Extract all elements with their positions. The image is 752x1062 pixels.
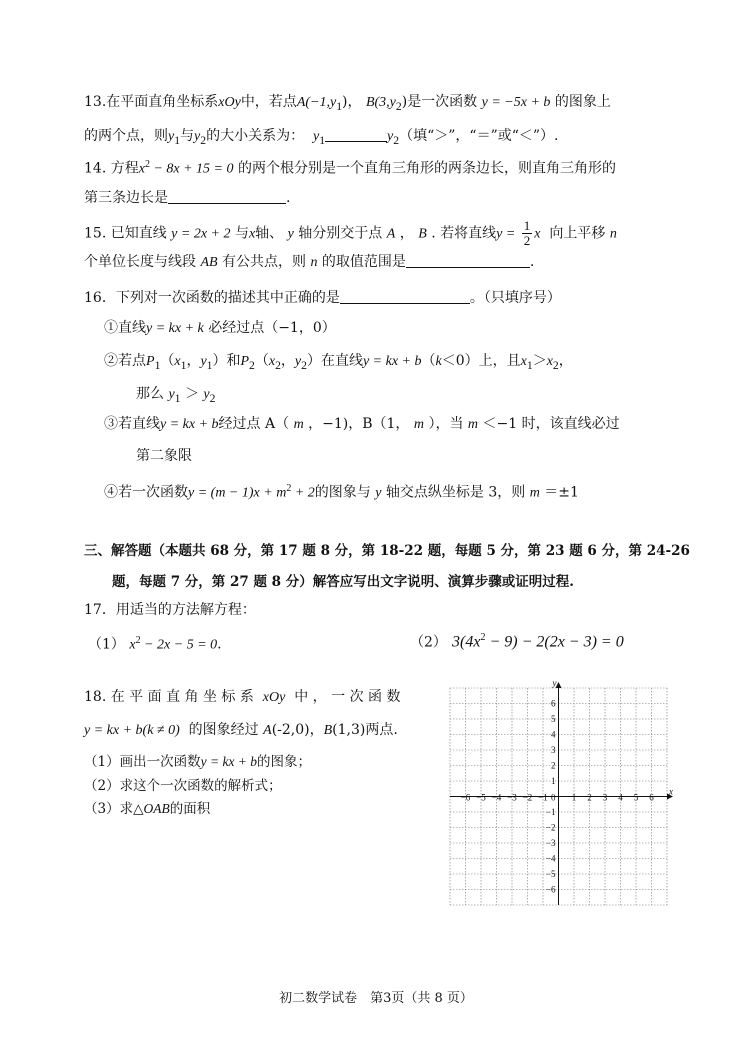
y-axis-label: y (552, 678, 557, 688)
y-tick-label: 1 (551, 776, 556, 786)
page-footer: 初二数学试卷 第3页（共 8 页） (279, 991, 473, 1006)
x-tick-label: −2 (522, 792, 533, 803)
x-tick-label: 5 (633, 792, 639, 803)
q18-sub-1: （1）画出一次函数y = kx + b的图象； (84, 754, 312, 770)
answer-blank-15[interactable] (406, 253, 530, 268)
q17-stem: 17．用适当的方法解方程： (84, 602, 256, 618)
q13-line2: 的两个点，则$y_1$与$y_2$的大小关系为： $y_1$ $y_2$（填“＞”，“＝”或“＜”）. (84, 128, 559, 147)
y-tick-label: 4 (551, 729, 556, 740)
q16-option-2: ②若点$P_1(x_1$，$y_1$）和$P_2(x_2$，$y_2$）在直线y = kx + b（k＜0）上，且$x_1>x_2$， (104, 353, 573, 372)
y-tick-label: −3 (545, 838, 556, 848)
q16-option-1: ①直线y = kx + k 必经过点（−1，0） (104, 320, 336, 336)
q17-part-1: （1） $x^2 - 2x - 5 = 0$. (88, 635, 222, 653)
answer-blank-13[interactable] (325, 127, 387, 142)
section-3-heading: 三、解答题（本题共 68 分，第 17 题 8 分，第 18-22 题，每题 5 分，第 23 题 6 分，第 24-26 (84, 543, 690, 559)
coordinate-grid[interactable] (447, 678, 673, 896)
fraction-half: $\frac{1}{2}$ (523, 218, 531, 248)
y-tick-label: −2 (545, 822, 556, 833)
q15-line2: 个单位长度与线段 AB 有公共点，则 n 的取值范围是 . (84, 254, 535, 270)
q14-line2: 第三条边长是 . (84, 190, 291, 206)
q16-option-4: ④若一次函数$y = (m - 1)x + m^2 + 2$的图象与 y 轴交点纵坐标是 3，则 m ＝±1 (104, 483, 579, 501)
y-tick-label: −1 (545, 807, 556, 817)
y-tick-label: −4 (545, 853, 556, 864)
y-tick-label: −6 (545, 884, 556, 895)
x-tick-label: −4 (491, 792, 502, 803)
q15-line1: 15. 已知直线 y = 2x + 2 与x轴、 y 轴分别交于点 A ， B . 若将直线y = $\frac{1}{2}$ x 向上平移 n (84, 218, 617, 248)
q17-part-2: （2） $3(4x^2 - 9) - 2(2x - 3) = 0$ (410, 632, 624, 651)
y-tick-label: 2 (551, 760, 556, 771)
answer-blank-14[interactable] (168, 189, 286, 204)
q16-option-3: ③若直线y = kx + b经过点 A（ m ，−1)，B（1， m ），当 m ＜−1 时，该直线必过 (104, 416, 620, 432)
q18-line1: 18. 在 平 面 直 角 坐 标 系 xOy 中 ， 一 次 函 数 (84, 689, 401, 705)
x-tick-label: 1 (571, 792, 577, 803)
q13-line1: 13.在平面直角坐标系xOy中，若点$A(-1,y_1)$， $B(3,y_2)$是一次函数 y = −5x + b 的图象上 (84, 94, 611, 113)
q18-sub-3: （3）求△OAB的面积 (84, 801, 211, 817)
x-tick-label: −5 (476, 792, 486, 803)
y-tick-label: −5 (545, 869, 556, 879)
q14-line1: 14. 方程$x^2 - 8x + 15 = 0$ 的两个根分别是一个直角三角形的两条边长，则直角三角形的 (84, 159, 616, 177)
q16-option-3-cont: 第二象限 (136, 448, 192, 464)
x-tick-label: 2 (587, 792, 592, 803)
x-tick-label: 3 (602, 792, 608, 803)
q18-sub-2: （2）求这个一次函数的解析式； (84, 778, 282, 794)
section-3-heading-cont: 题，每题 7 分，第 27 题 8 分）解答应写出文字说明、演算步骤或证明过程. (112, 574, 574, 590)
x-tick-label: −6 (460, 792, 471, 803)
origin-label: 0 (551, 792, 556, 803)
x-tick-label: −3 (507, 792, 517, 803)
x-tick-label: 4 (618, 792, 623, 803)
y-tick-label: 3 (551, 745, 556, 755)
q18-line2: y = kx + b(k ≠ 0) 的图象经过 A(-2,0)，B(1,3)两点. (84, 722, 398, 738)
q16-stem: 16．下列对一次函数的描述其中正确的是 。（只填序号） (84, 290, 561, 306)
y-tick-label: 6 (551, 698, 556, 709)
q16-option-2-cont: 那么 $y_1 > y_2$ (136, 386, 216, 405)
y-tick-label: 5 (551, 714, 556, 724)
x-tick-label: 6 (649, 792, 654, 803)
x-tick-label: −1 (538, 792, 548, 803)
x-axis-label: x (669, 786, 673, 797)
answer-blank-16[interactable] (340, 289, 470, 304)
